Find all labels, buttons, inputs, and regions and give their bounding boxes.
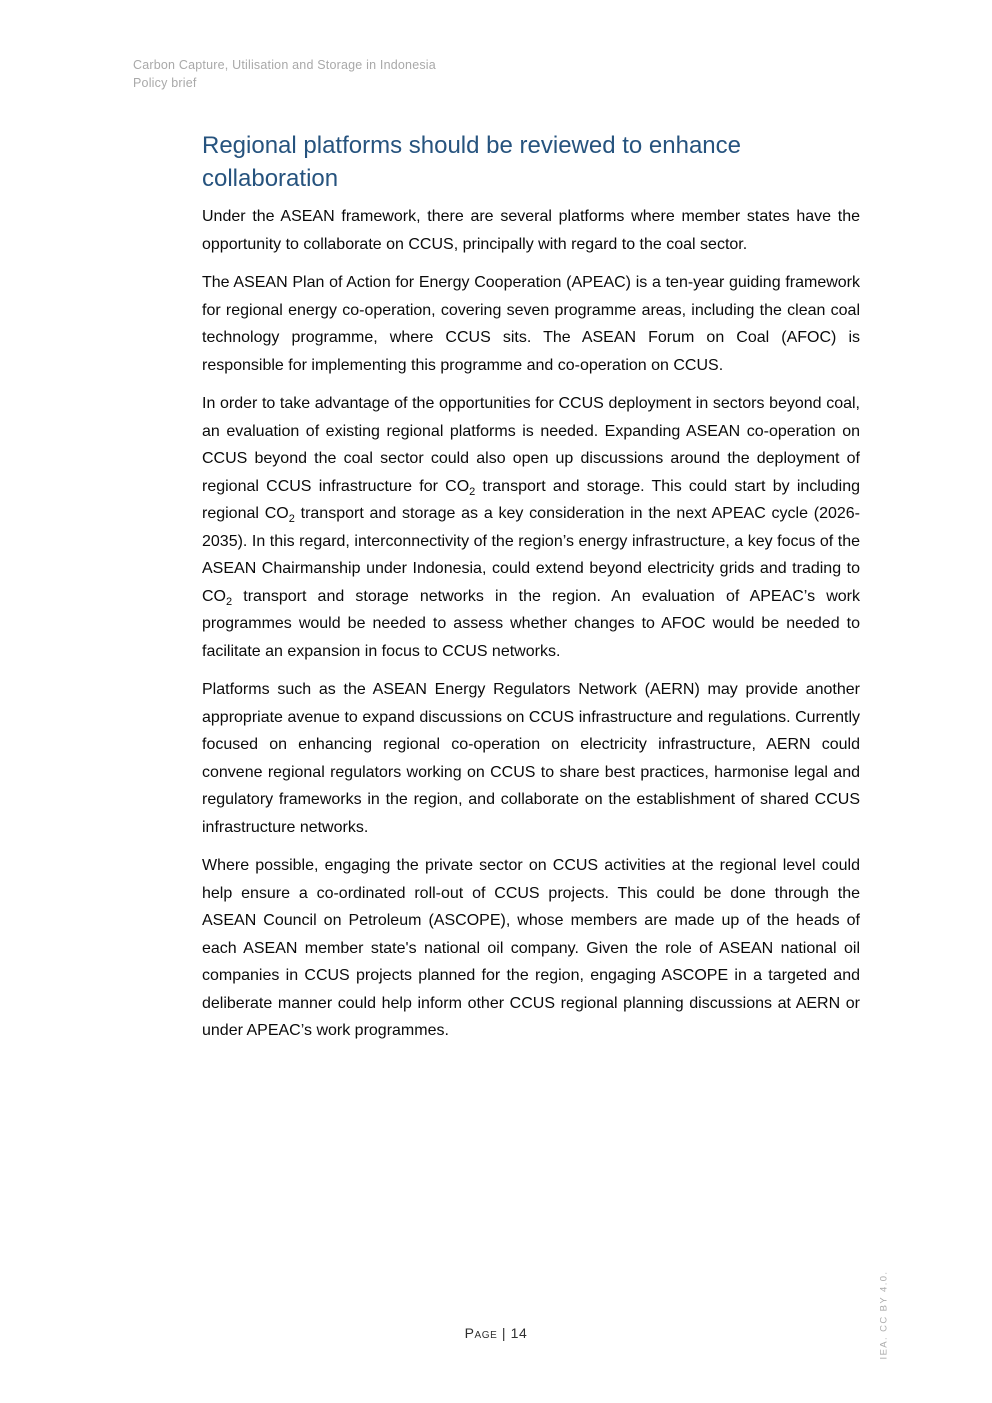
running-header <box>133 56 436 92</box>
subscript-two: 2 <box>226 595 233 608</box>
main-content <box>202 129 860 1056</box>
body-paragraphs <box>202 203 860 1045</box>
copyright-vertical-label: IEA. CC BY 4.0. <box>878 1270 890 1360</box>
header-doc-title: Carbon Capture, Utilisation and Storage in Indonesia <box>133 58 436 72</box>
paragraph: The ASEAN Plan of Action for Energy Cooperation (APEAC) is a ten-year guiding framework for regional energy co-operation, covering seven programme areas, including the clean coal technology programme, where CCUS sits. The ASEAN Forum on Coal (AFOC) is responsible for implementing this programme and co-operation on CCUS. <box>202 274 860 374</box>
paragraph: Where possible, engaging the private sector on CCUS activities at the regional level could help ensure a co-ordinated roll-out of CCUS projects. This could be done through the ASEAN Council on Petroleum (ASCOPE), whose members are made up of the heads of each ASEAN member state's national oil company. Given the role of ASEAN national oil companies in CCUS projects planned for the region, engaging ASCOPE in a targeted and deliberate manner could help inform other CCUS regional planning discussions at AERN or under APEAC’s work programmes. <box>202 857 860 1039</box>
paragraph: In order to take advantage of the opportunities for CCUS deployment in sectors beyond coal, an evaluation of existing regional platforms is needed. Expanding ASEAN co-operation on CCUS beyond the coal sector could also open up discussions around the deployment of regional CCUS infrastructure for $CO_2$ transport and storage. This could start by including regional $CO_2$ transport and storage as a key consideration in the next APEAC cycle (2026-2035). In this regard, interconnectivity of the region’s energy infrastructure, a key focus of the ASEAN Chairmanship under Indonesia, could extend beyond electricity grids and trading to $CO_2$ transport and storage networks in the region. An evaluation of APEAC’s work programmes would be needed to assess whether changes to AFOC would be needed to facilitate an expansion in focus to CCUS networks. <box>202 395 861 660</box>
header-doc-subtitle: Policy brief <box>133 76 197 90</box>
paragraph: Platforms such as the ASEAN Energy Regulators Network (AERN) may provide another appropriate avenue to expand discussions on CCUS infrastructure and regulations. Currently focused on enhancing regional co-operation on electricity infrastructure, AERN could convene regional regulators working on CCUS to share best practices, harmonise legal and regulatory frameworks in the region, and collaborate on the establishment of shared CCUS infrastructure networks. <box>202 681 860 836</box>
subscript-two: 2 <box>288 513 295 526</box>
paragraph: Under the ASEAN framework, there are several platforms where member states have the opportunity to collaborate on CCUS, principally with regard to the coal sector. <box>202 208 860 253</box>
footer-page-number: Page | 14 <box>464 1325 528 1341</box>
subscript-two: 2 <box>469 485 476 498</box>
page-title: Regional platforms should be reviewed to enhance collaboration <box>202 132 742 192</box>
